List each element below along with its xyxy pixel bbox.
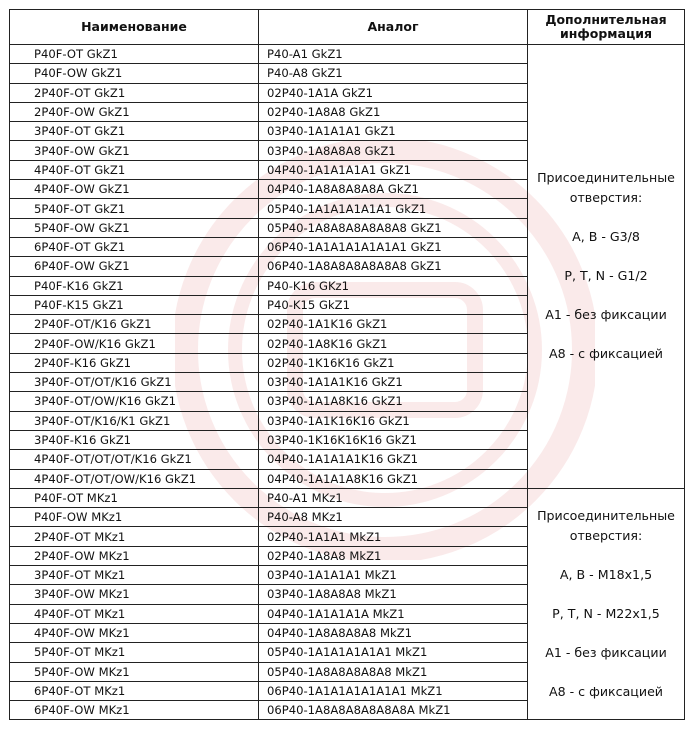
- table-body: [10, 45, 685, 720]
- product-name-cell: 4P40F-OT GkZ1: [10, 160, 259, 179]
- analog-cell: 03P40-1A8A8A8 MkZ1: [259, 585, 528, 604]
- product-name-cell: 4P40F-OW MKz1: [10, 623, 259, 642]
- product-name-cell: P40F-OW GkZ1: [10, 64, 259, 83]
- product-name-cell: 2P40F-OT/K16 GkZ1: [10, 315, 259, 334]
- analog-cell: P40-K16 GKz1: [259, 276, 528, 295]
- analog-cell: 02P40-1A8K16 GkZ1: [259, 334, 528, 353]
- product-name-cell: 4P40F-OW GkZ1: [10, 180, 259, 199]
- analog-cell: 03P40-1A8A8A8 GkZ1: [259, 141, 528, 160]
- product-name-cell: 3P40F-OT/OT/K16 GkZ1: [10, 373, 259, 392]
- header-analog: Аналог: [259, 10, 528, 45]
- analog-cell: 02P40-1A1K16 GkZ1: [259, 315, 528, 334]
- info-line: A, B - M18x1,5: [559, 567, 653, 583]
- analog-cell: 03P40-1A1A8K16 GkZ1: [259, 392, 528, 411]
- product-name-cell: 3P40F-OT GkZ1: [10, 122, 259, 141]
- info-spacer: [528, 663, 684, 682]
- analog-cell: 03P40-1K16K16K16 GkZ1: [259, 430, 528, 449]
- info-spacer: [528, 585, 684, 604]
- analog-cell: 05P40-1A1A1A1A1A1 GkZ1: [259, 199, 528, 218]
- info-line: A8 - с фиксацией: [549, 346, 663, 362]
- product-name-cell: 4P40F-OT/OT/OT/K16 GkZ1: [10, 450, 259, 469]
- product-name-cell: 2P40F-OW MKz1: [10, 546, 259, 565]
- header-name: Наименование: [10, 10, 259, 45]
- analog-cell: 06P40-1A8A8A8A8A8A8 GkZ1: [259, 257, 528, 276]
- info-line: A1 - без фиксации: [545, 307, 667, 323]
- product-name-cell: 3P40F-K16 GkZ1: [10, 430, 259, 449]
- info-line: отверстия:: [569, 190, 643, 206]
- info-line: Присоединительные: [537, 508, 675, 524]
- product-name-cell: 2P40F-K16 GkZ1: [10, 353, 259, 372]
- product-name-cell: 4P40F-OT MKz1: [10, 604, 259, 623]
- info-line: A1 - без фиксации: [545, 645, 667, 661]
- analog-cell: P40-A8 MKz1: [259, 508, 528, 527]
- product-name-cell: 6P40F-OW MKz1: [10, 701, 259, 720]
- info-line: P, T, N - M22x1,5: [552, 606, 660, 622]
- analog-cell: 06P40-1A8A8A8A8A8A8A MkZ1: [259, 701, 528, 720]
- header-info: Дополнительная информация: [528, 10, 685, 45]
- product-analog-table: [9, 9, 685, 720]
- info-line: P, T, N - G1/2: [564, 268, 648, 284]
- info-line: Присоединительные: [537, 170, 675, 186]
- product-name-cell: P40F-OT MKz1: [10, 488, 259, 507]
- analog-cell: 06P40-1A1A1A1A1A1A1 GkZ1: [259, 237, 528, 256]
- product-name-cell: 6P40F-OT MKz1: [10, 681, 259, 700]
- product-name-cell: 3P40F-OT/K16/K1 GkZ1: [10, 411, 259, 430]
- info-line: отверстия:: [569, 528, 643, 544]
- info-spacer: [528, 325, 684, 344]
- product-name-cell: 5P40F-OW GkZ1: [10, 218, 259, 237]
- product-name-cell: 3P40F-OT/OW/K16 GkZ1: [10, 392, 259, 411]
- analog-cell: 05P40-1A8A8A8A8A8 MkZ1: [259, 662, 528, 681]
- product-name-cell: 2P40F-OT MKz1: [10, 527, 259, 546]
- product-name-cell: 2P40F-OT GkZ1: [10, 83, 259, 102]
- analog-cell: 06P40-1A1A1A1A1A1A1 MkZ1: [259, 681, 528, 700]
- product-name-cell: 5P40F-OT GkZ1: [10, 199, 259, 218]
- product-name-cell: P40F-K15 GkZ1: [10, 295, 259, 314]
- analog-cell: P40-A8 GkZ1: [259, 64, 528, 83]
- analog-cell: 05P40-1A1A1A1A1A1 MkZ1: [259, 643, 528, 662]
- product-name-cell: 6P40F-OW GkZ1: [10, 257, 259, 276]
- product-name-cell: 2P40F-OW/K16 GkZ1: [10, 334, 259, 353]
- info-spacer: [528, 546, 684, 565]
- analog-cell: P40-A1 MKz1: [259, 488, 528, 507]
- product-name-cell: 3P40F-OW MKz1: [10, 585, 259, 604]
- product-name-cell: P40F-K16 GkZ1: [10, 276, 259, 295]
- analog-cell: 02P40-1A1A GkZ1: [259, 83, 528, 102]
- product-name-cell: 6P40F-OT GkZ1: [10, 237, 259, 256]
- info-spacer: [528, 247, 684, 266]
- analog-cell: 02P40-1K16K16 GkZ1: [259, 353, 528, 372]
- analog-cell: 03P40-1A1K16K16 GkZ1: [259, 411, 528, 430]
- analog-cell: 04P40-1A1A1A8K16 GkZ1: [259, 469, 528, 488]
- product-name-cell: P40F-OT GkZ1: [10, 45, 259, 64]
- info-spacer: [528, 286, 684, 305]
- analog-cell: 02P40-1A1A1 MkZ1: [259, 527, 528, 546]
- analog-cell: 04P40-1A8A8A8A8 MkZ1: [259, 623, 528, 642]
- table-row: [10, 45, 685, 64]
- analog-cell: 04P40-1A1A1A1K16 GkZ1: [259, 450, 528, 469]
- analog-cell: P40-A1 GkZ1: [259, 45, 528, 64]
- product-name-cell: 5P40F-OW MKz1: [10, 662, 259, 681]
- analog-cell: 04P40-1A8A8A8A8A GkZ1: [259, 180, 528, 199]
- analog-cell: 04P40-1A1A1A1A1 GkZ1: [259, 160, 528, 179]
- info-spacer: [528, 624, 684, 643]
- info-spacer: [528, 208, 684, 227]
- info-line: A, B - G3/8: [572, 229, 640, 245]
- analog-cell: 02P40-1A8A8 MkZ1: [259, 546, 528, 565]
- analog-cell: 05P40-1A8A8A8A8A8A8 GkZ1: [259, 218, 528, 237]
- product-name-cell: 4P40F-OT/OT/OW/K16 GkZ1: [10, 469, 259, 488]
- additional-info-cell: [528, 488, 685, 720]
- product-name-cell: 3P40F-OW GkZ1: [10, 141, 259, 160]
- analog-cell: 03P40-1A1A1A1 MkZ1: [259, 566, 528, 585]
- info-line: A8 - с фиксацией: [549, 684, 663, 700]
- analog-cell: 03P40-1A1A1A1 GkZ1: [259, 122, 528, 141]
- product-name-cell: P40F-OW MKz1: [10, 508, 259, 527]
- header-row: [10, 10, 685, 45]
- additional-info-cell: [528, 45, 685, 489]
- table-row: [10, 488, 685, 507]
- analog-cell: 04P40-1A1A1A1A MkZ1: [259, 604, 528, 623]
- product-name-cell: 3P40F-OT MKz1: [10, 566, 259, 585]
- analog-cell: 02P40-1A8A8 GkZ1: [259, 102, 528, 121]
- product-name-cell: 2P40F-OW GkZ1: [10, 102, 259, 121]
- product-name-cell: 5P40F-OT MKz1: [10, 643, 259, 662]
- analog-cell: P40-K15 GkZ1: [259, 295, 528, 314]
- analog-cell: 03P40-1A1A1K16 GkZ1: [259, 373, 528, 392]
